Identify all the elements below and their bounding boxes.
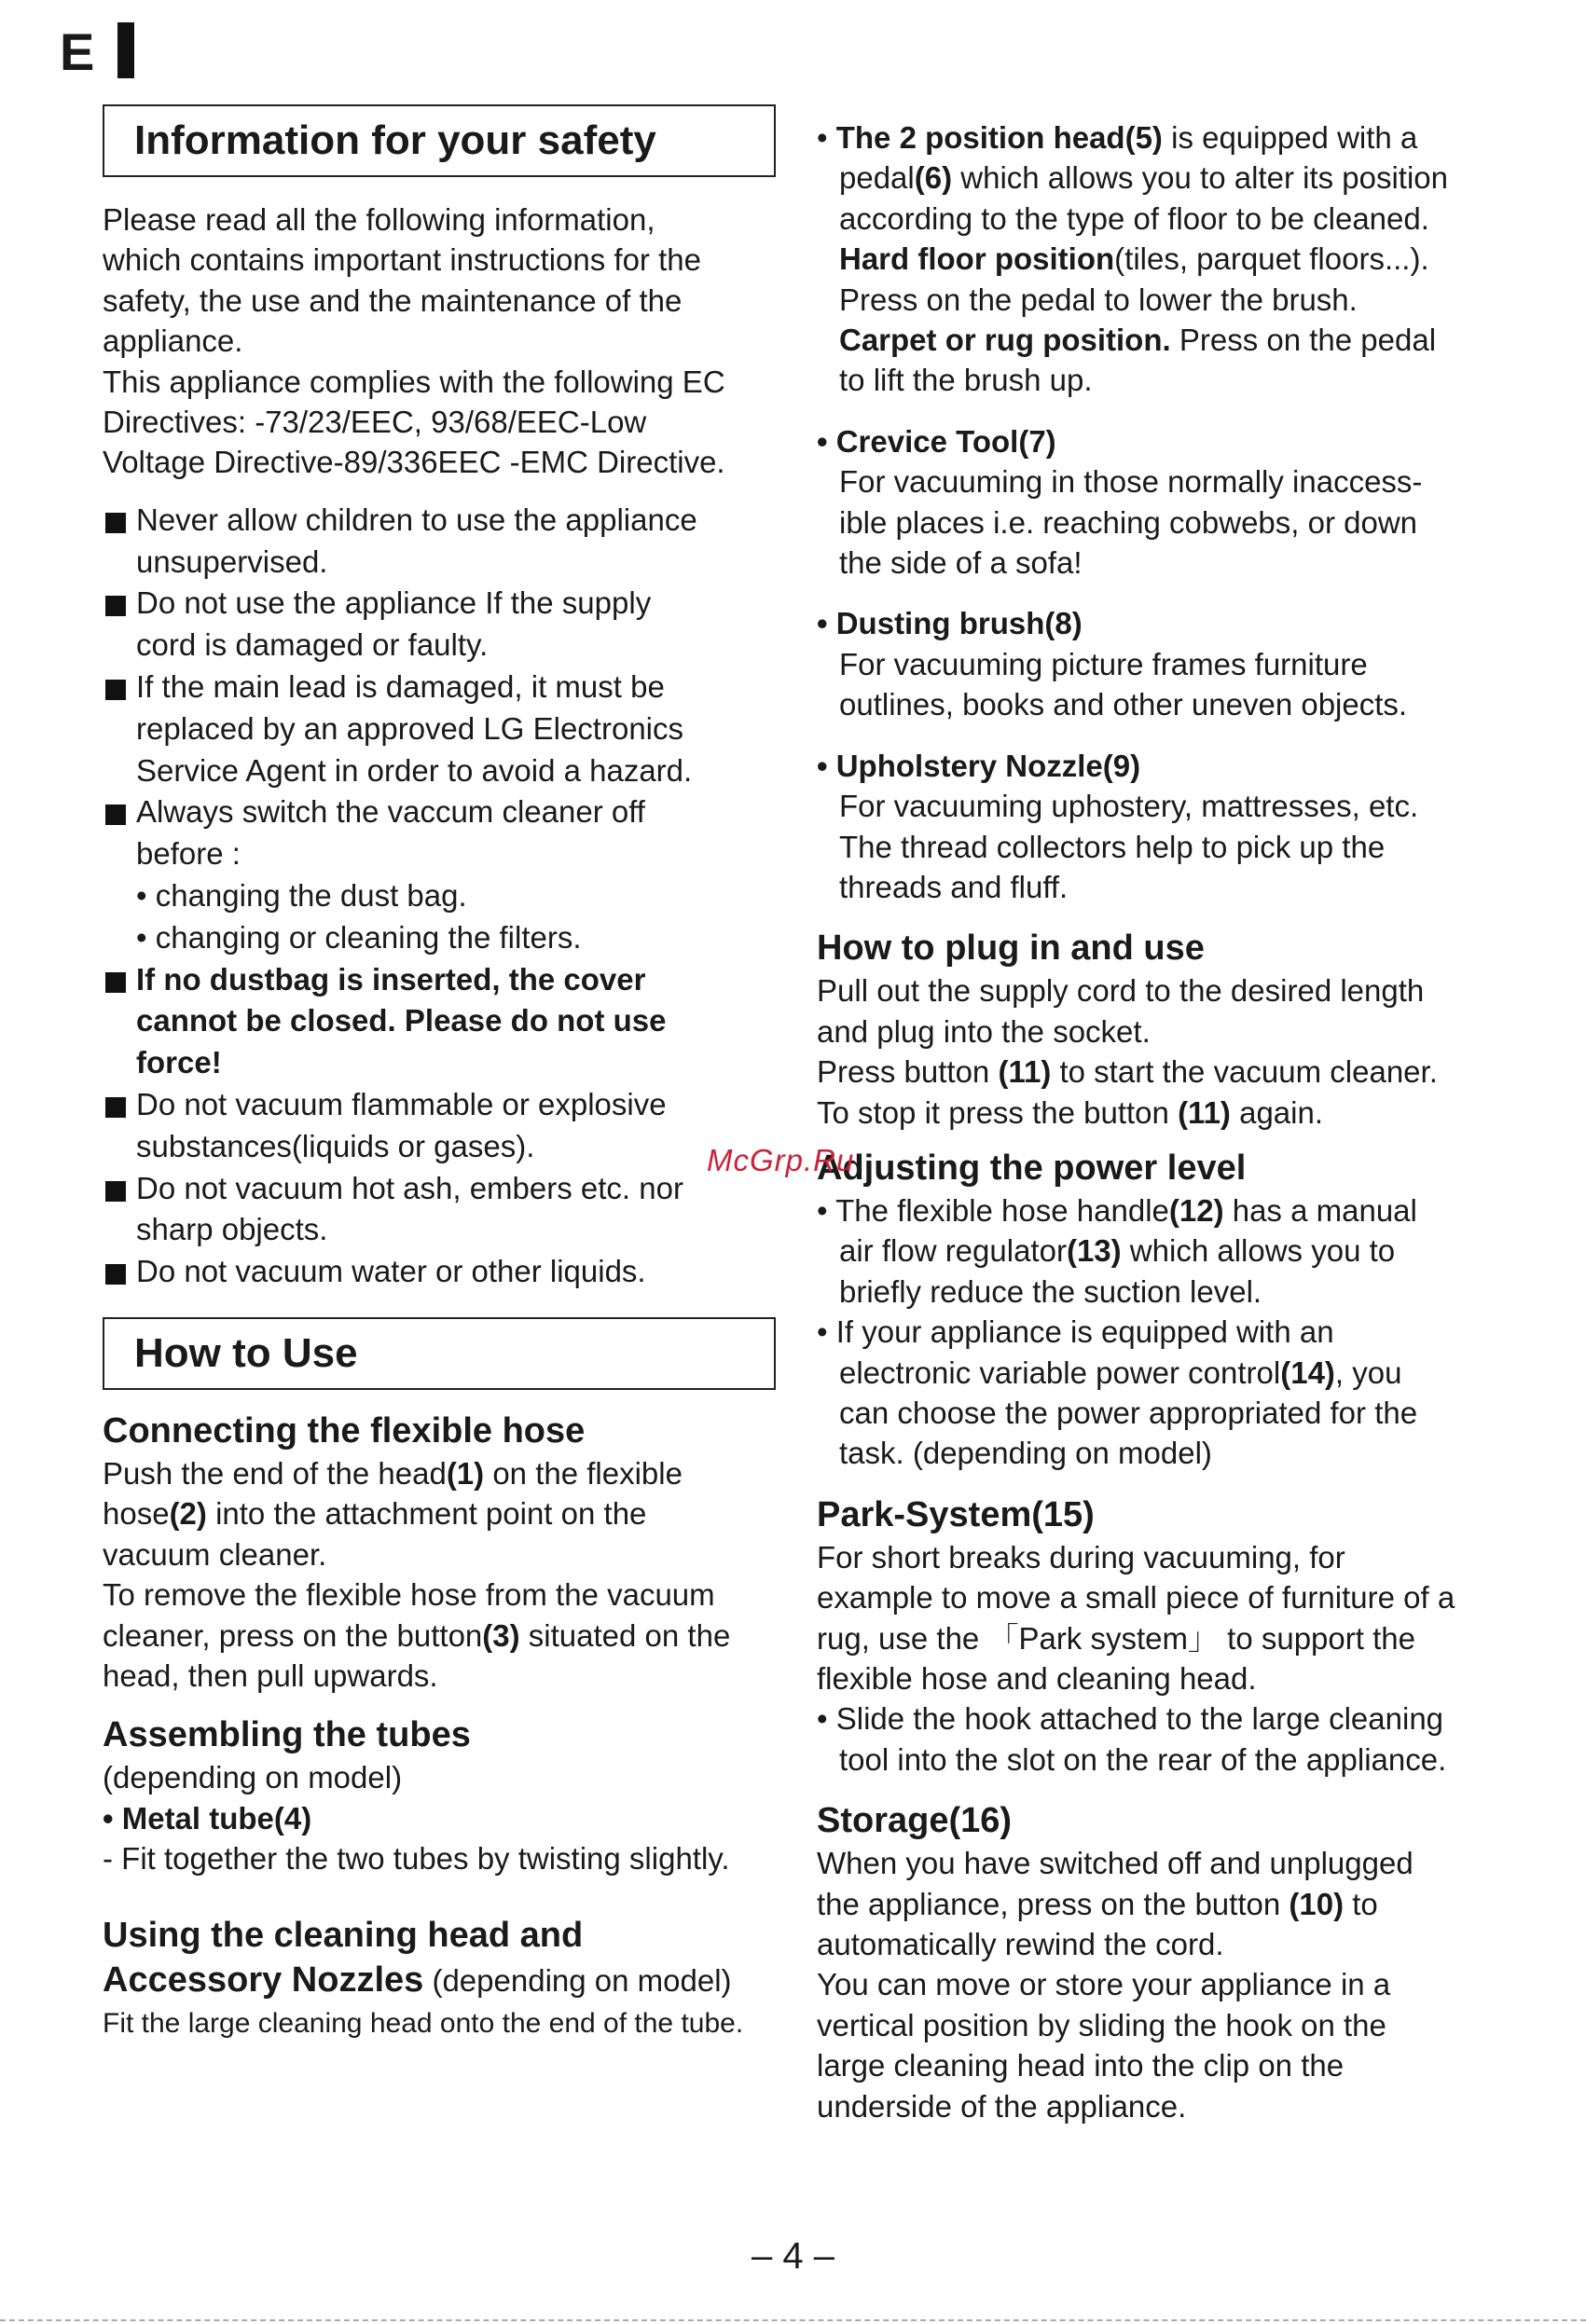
text-line: • The 2 position head(5) is equipped with a: [817, 120, 1418, 155]
connecting-hose-section: [103, 1409, 776, 1696]
warning-subitem: • changing the dust bag.: [136, 878, 467, 914]
warning-subitem: • changing or cleaning the filters.: [136, 919, 582, 955]
intro-line: safety, the use and the maintenance of the: [103, 282, 683, 318]
text-line: To remove the flexible hose from the vacuum: [103, 1577, 715, 1613]
dusting-brush-heading: • Dusting brush(8): [817, 606, 1083, 641]
plug-in-section: [817, 926, 1493, 1133]
text-line: underside of the appliance.: [817, 2088, 1187, 2124]
text-line: to lift the brush up.: [839, 363, 1093, 398]
text-line: task. (depending on model): [839, 1436, 1212, 1471]
safety-warning-list: [103, 500, 776, 1293]
warning-line: Do not vacuum hot ash, embers etc. nor: [136, 1170, 683, 1205]
warning-item: [103, 1251, 776, 1293]
text-line: threads and fluff.: [839, 869, 1069, 904]
storage-section: [817, 1798, 1493, 2126]
text-line: The thread collectors help to pick up the: [839, 829, 1386, 864]
intro-line: which contains important instructions for the: [103, 242, 701, 278]
intro-line: Voltage Directive-89/336EEC -EMC Directive.: [103, 445, 725, 480]
text-line: according to the type of floor to be cleaned.: [839, 200, 1429, 236]
crevice-tool-item: [817, 421, 1493, 584]
text-line: For vacuuming in those normally inaccess-: [839, 464, 1423, 500]
warning-item: [103, 667, 776, 791]
metal-tube-item: • Metal tube(4): [103, 1800, 312, 1836]
warning-item: [103, 1084, 776, 1168]
text-line: pedal(6) which allows you to alter its position: [839, 160, 1449, 196]
position-head-item: [817, 117, 1493, 401]
text-line: air flow regulator(13) which allows you to: [839, 1233, 1396, 1269]
upholstery-nozzle-item: [817, 746, 1493, 908]
warning-line: Do not vacuum flammable or explosive: [136, 1087, 667, 1121]
warning-line: Always switch the vaccum cleaner off: [136, 794, 645, 830]
model-note: (depending on model): [103, 1760, 403, 1795]
text-line: You can move or store your appliance in a: [817, 1967, 1391, 2002]
text-line: hose(2) into the attachment point on the: [103, 1496, 647, 1532]
warning-line: If no dustbag is inserted, the cover: [136, 961, 646, 997]
page-number: – 4 –: [752, 2235, 834, 2276]
right-column: [817, 117, 1493, 2126]
connecting-hose-heading: Connecting the flexible hose: [103, 1410, 586, 1451]
intro-line: Directives: -73/23/EEC, 93/68/EEC-Low: [103, 405, 647, 440]
warning-line: Never allow children to use the appliance: [136, 502, 697, 537]
text-line: the side of a sofa!: [839, 545, 1083, 581]
assembling-tubes-heading: Assembling the tubes: [103, 1715, 471, 1755]
text-line: To stop it press the button (11) again.: [817, 1094, 1324, 1130]
warning-line: substances(liquids or gases).: [136, 1128, 535, 1163]
park-system-section: [817, 1492, 1493, 1780]
warning-line: cord is damaged or faulty.: [136, 627, 489, 663]
text-line: • The flexible hose handle(12) has a manual: [817, 1192, 1417, 1228]
upholstery-nozzle-heading: • Upholstery Nozzle(9): [817, 748, 1141, 783]
text-line: For vacuuming uphostery, mattresses, etc.: [839, 789, 1419, 824]
text-line: For vacuuming picture frames furniture: [839, 646, 1368, 681]
language-tab-bar: [117, 22, 134, 78]
text-line: Pull out the supply cord to the desired length: [817, 973, 1425, 1009]
text-line: briefly reduce the suction level.: [839, 1273, 1262, 1309]
warning-line: before :: [136, 836, 241, 872]
text-line: For short breaks during vacuuming, for: [817, 1539, 1345, 1575]
text-line: Push the end of the head(1) on the flexible: [103, 1455, 683, 1491]
text-line: head, then pull upwards.: [103, 1658, 438, 1694]
text-line: Fit the large cleaning head onto the end of the tube.: [103, 2007, 744, 2039]
warning-line: Service Agent in order to avoid a hazard.: [136, 752, 693, 788]
warning-line: replaced by an approved LG Electronics: [136, 710, 684, 746]
warning-item: [103, 500, 776, 584]
plug-in-heading: How to plug in and use: [817, 928, 1205, 969]
warning-line: Do not use the appliance If the supply: [136, 585, 652, 621]
warning-line: cannot be closed. Please do not use: [136, 1003, 667, 1038]
safety-section-title: Information for your safety: [103, 104, 776, 177]
how-to-use-section-title: How to Use: [103, 1317, 776, 1390]
assembling-tubes-section: [103, 1712, 776, 1878]
warning-item: [103, 791, 776, 958]
warning-line: sharp objects.: [136, 1212, 328, 1247]
text-line: • If your appliance is equipped with an: [817, 1314, 1334, 1350]
text-line: large cleaning head into the clip on the: [817, 2048, 1345, 2083]
warning-item: [103, 1168, 776, 1252]
text-line: Hard floor position(tiles, parquet floors...).: [839, 241, 1429, 277]
crevice-tool-heading: • Crevice Tool(7): [817, 423, 1056, 459]
text-line: flexible hose and cleaning head.: [817, 1661, 1257, 1696]
watermark: McGrp.Ru: [707, 1143, 855, 1177]
park-system-heading: Park-System(15): [817, 1494, 1095, 1534]
text-line: and plug into the socket.: [817, 1013, 1151, 1049]
text-line: vertical position by sliding the hook on the: [817, 2007, 1386, 2042]
power-level-heading: Adjusting the power level: [817, 1148, 1247, 1188]
text-line: Press button (11) to start the vacuum cleaner.: [817, 1054, 1438, 1090]
text-line: Press on the pedal to lower the brush.: [839, 282, 1358, 317]
text-line: can choose the power appropriated for the: [839, 1395, 1418, 1430]
intro-line: Please read all the following information,: [103, 202, 655, 237]
text-line: outlines, books and other uneven objects.: [839, 687, 1408, 722]
text-line: example to move a small piece of furniture of a: [817, 1580, 1455, 1616]
warning-line: Do not vacuum water or other liquids.: [136, 1254, 646, 1289]
text-line: vacuum cleaner.: [103, 1536, 327, 1572]
warning-line: force!: [136, 1045, 222, 1080]
text-line: the appliance, press on the button (10) to: [817, 1886, 1378, 1921]
accessory-nozzles-heading: Accessory Nozzles (depending on model): [103, 1960, 732, 2000]
storage-heading: Storage(16): [817, 1801, 1013, 1841]
language-letter: E: [60, 22, 95, 81]
left-column: [103, 104, 776, 2043]
text-line: - Fit together the two tubes by twisting slightly.: [103, 1841, 730, 1877]
warning-item-bold: [103, 959, 776, 1084]
text-line: When you have switched off and unplugged: [817, 1846, 1414, 1881]
cleaning-head-section: [103, 1913, 776, 2043]
intro-line: appliance.: [103, 323, 243, 359]
cleaning-head-heading: Using the cleaning head and: [103, 1915, 584, 1955]
warning-line: unsupervised.: [136, 543, 328, 579]
text-line: rug, use the 「Park system」 to support the: [817, 1620, 1415, 1656]
text-line: cleaner, press on the button(3) situated on the: [103, 1617, 731, 1653]
text-line: tool into the slot on the rear of the appliance.: [839, 1741, 1447, 1777]
power-level-section: [817, 1146, 1493, 1474]
text-line: Carpet or rug position. Press on the pedal: [839, 323, 1437, 358]
warning-item: [103, 583, 776, 667]
safety-intro: [103, 199, 776, 483]
text-line: automatically rewind the cord.: [817, 1927, 1224, 1962]
page-bottom-divider: [0, 2319, 1586, 2321]
text-line: ible places i.e. reaching cobwebs, or down: [839, 504, 1418, 540]
intro-line: This appliance complies with the following EC: [103, 364, 725, 399]
text-line: electronic variable power control(14), you: [839, 1355, 1402, 1390]
dusting-brush-item: [817, 603, 1493, 724]
text-line: • Slide the hook attached to the large cleaning: [817, 1701, 1444, 1737]
warning-line: If the main lead is damaged, it must be: [136, 669, 665, 705]
